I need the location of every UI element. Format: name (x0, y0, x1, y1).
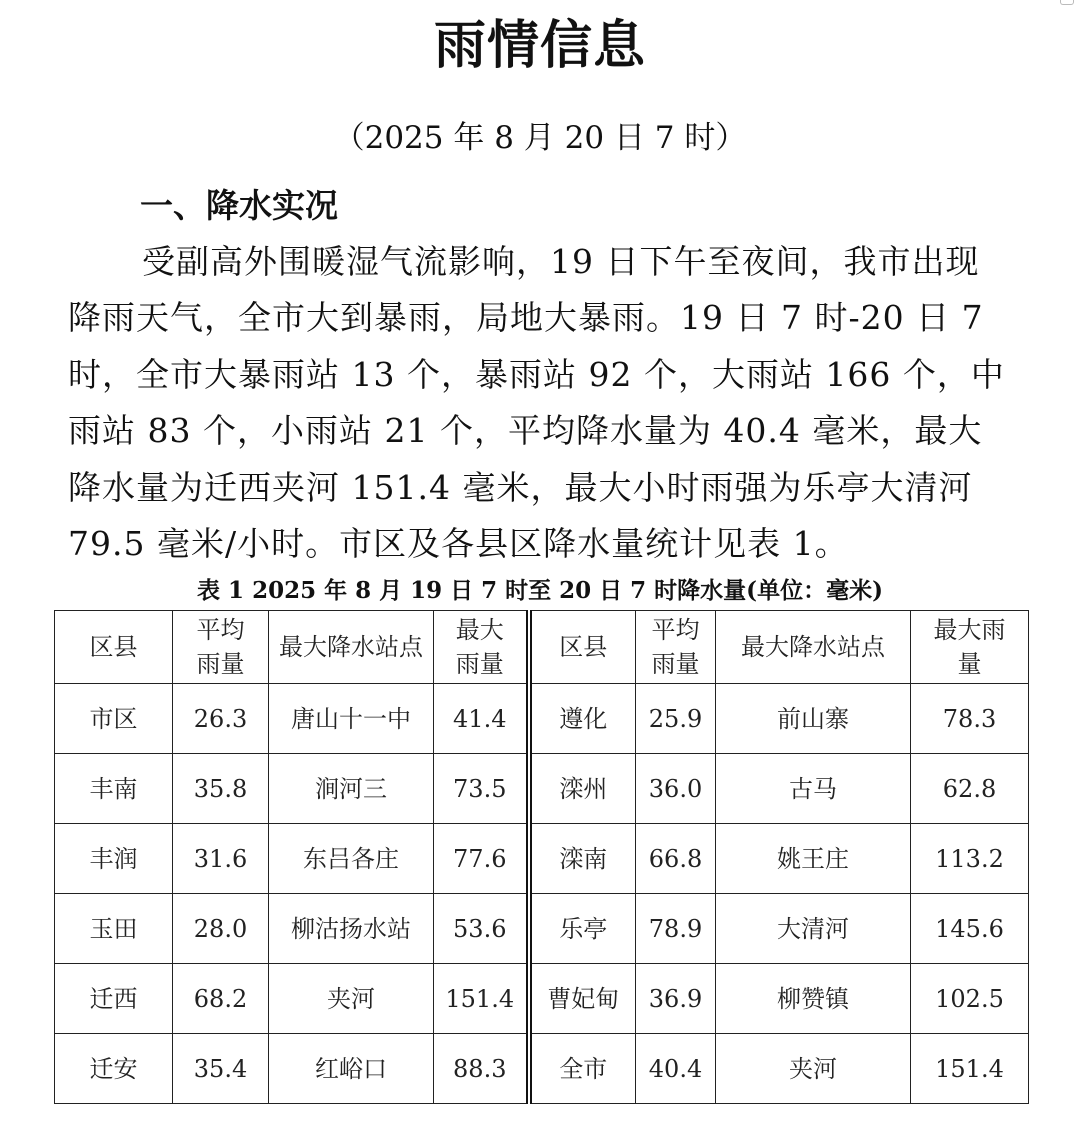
cell-avg-rain: 40.4 (636, 1034, 716, 1104)
window-corner-icon (1060, 0, 1074, 5)
table-row (55, 684, 1029, 754)
cell-max-rain: 62.8 (911, 754, 1029, 824)
cell-max-station: 古马 (716, 754, 911, 824)
table-row (55, 964, 1029, 1034)
cell-avg-rain: 36.0 (636, 754, 716, 824)
cell-district: 全市 (529, 1034, 636, 1104)
cell-max-station: 红峪口 (269, 1034, 434, 1104)
cell-max-rain: 102.5 (911, 964, 1029, 1034)
cell-max-station: 夹河 (716, 1034, 911, 1104)
table-caption: 表 1 2025 年 8 月 19 日 7 时至 20 日 7 时降水量(单位：毫米) (197, 577, 883, 604)
paragraph-line: 降雨天气，全市大到暴雨，局地大暴雨。19 日 7 时-20 日 7 (68, 298, 984, 338)
cell-avg-rain: 28.0 (173, 894, 269, 964)
cell-max-station: 柳沽扬水站 (269, 894, 434, 964)
cell-district: 曹妃甸 (529, 964, 636, 1034)
cell-district: 丰润 (55, 824, 173, 894)
cell-max-station: 夹河 (269, 964, 434, 1034)
cell-max-rain: 151.4 (911, 1034, 1029, 1104)
cell-max-rain: 53.6 (434, 894, 529, 964)
cell-max-station: 姚王庄 (716, 824, 911, 894)
cell-max-rain: 41.4 (434, 684, 529, 754)
cell-district: 市区 (55, 684, 173, 754)
cell-max-rain: 73.5 (434, 754, 529, 824)
cell-district: 迁安 (55, 1034, 173, 1104)
paragraph-line: 降水量为迁西夹河 151.4 毫米，最大小时雨强为乐亭大清河 (68, 467, 973, 507)
paragraph-line: 时，全市大暴雨站 13 个，暴雨站 92 个，大雨站 166 个，中 (68, 354, 1005, 394)
cell-district: 迁西 (55, 964, 173, 1034)
cell-max-station: 柳赞镇 (716, 964, 911, 1034)
header-max-rain: 最大雨量 (434, 611, 529, 684)
cell-avg-rain: 31.6 (173, 824, 269, 894)
cell-max-rain: 113.2 (911, 824, 1029, 894)
cell-avg-rain: 35.4 (173, 1034, 269, 1104)
cell-max-rain: 151.4 (434, 964, 529, 1034)
summary-paragraph (68, 234, 1020, 572)
table-row (55, 1034, 1029, 1104)
cell-avg-rain: 78.9 (636, 894, 716, 964)
paragraph-line: 受副高外围暖湿气流影响，19 日下午至夜间，我市出现 (142, 242, 980, 281)
cell-max-rain: 78.3 (911, 684, 1029, 754)
header-max-station: 最大降水站点 (716, 611, 911, 684)
report-date: （2025 年 8 月 20 日 7 时） (333, 120, 747, 156)
cell-avg-rain: 35.8 (173, 754, 269, 824)
cell-avg-rain: 36.9 (636, 964, 716, 1034)
cell-district: 玉田 (55, 894, 173, 964)
header-max-rain: 最大雨量 (911, 611, 1029, 684)
cell-max-station: 东吕各庄 (269, 824, 434, 894)
rainfall-table (54, 610, 1029, 1104)
header-max-station: 最大降水站点 (269, 611, 434, 684)
cell-district: 遵化 (529, 684, 636, 754)
cell-max-station: 唐山十一中 (269, 684, 434, 754)
cell-avg-rain: 25.9 (636, 684, 716, 754)
cell-avg-rain: 26.3 (173, 684, 269, 754)
header-district: 区县 (55, 611, 173, 684)
cell-max-station: 前山寨 (716, 684, 911, 754)
header-avg-rain: 平均雨量 (173, 611, 269, 684)
table-row (55, 894, 1029, 964)
section-heading: 一、降水实况 (140, 186, 338, 225)
table-row (55, 824, 1029, 894)
cell-max-rain: 77.6 (434, 824, 529, 894)
cell-max-station: 大清河 (716, 894, 911, 964)
cell-max-rain: 145.6 (911, 894, 1029, 964)
cell-district: 滦州 (529, 754, 636, 824)
header-avg-rain: 平均雨量 (636, 611, 716, 684)
cell-max-rain: 88.3 (434, 1034, 529, 1104)
cell-district: 乐亭 (529, 894, 636, 964)
cell-avg-rain: 68.2 (173, 964, 269, 1034)
cell-district: 丰南 (55, 754, 173, 824)
paragraph-line: 雨站 83 个，小雨站 21 个，平均降水量为 40.4 毫米，最大 (68, 411, 983, 451)
header-district: 区县 (529, 611, 636, 684)
cell-district: 滦南 (529, 824, 636, 894)
table-row (55, 754, 1029, 824)
paragraph-line: 79.5 毫米/小时。市区及各县区降水量统计见表 1。 (68, 523, 849, 563)
page-title: 雨情信息 (433, 16, 646, 76)
cell-max-station: 涧河三 (269, 754, 434, 824)
cell-avg-rain: 66.8 (636, 824, 716, 894)
table-header-row (55, 611, 1029, 684)
